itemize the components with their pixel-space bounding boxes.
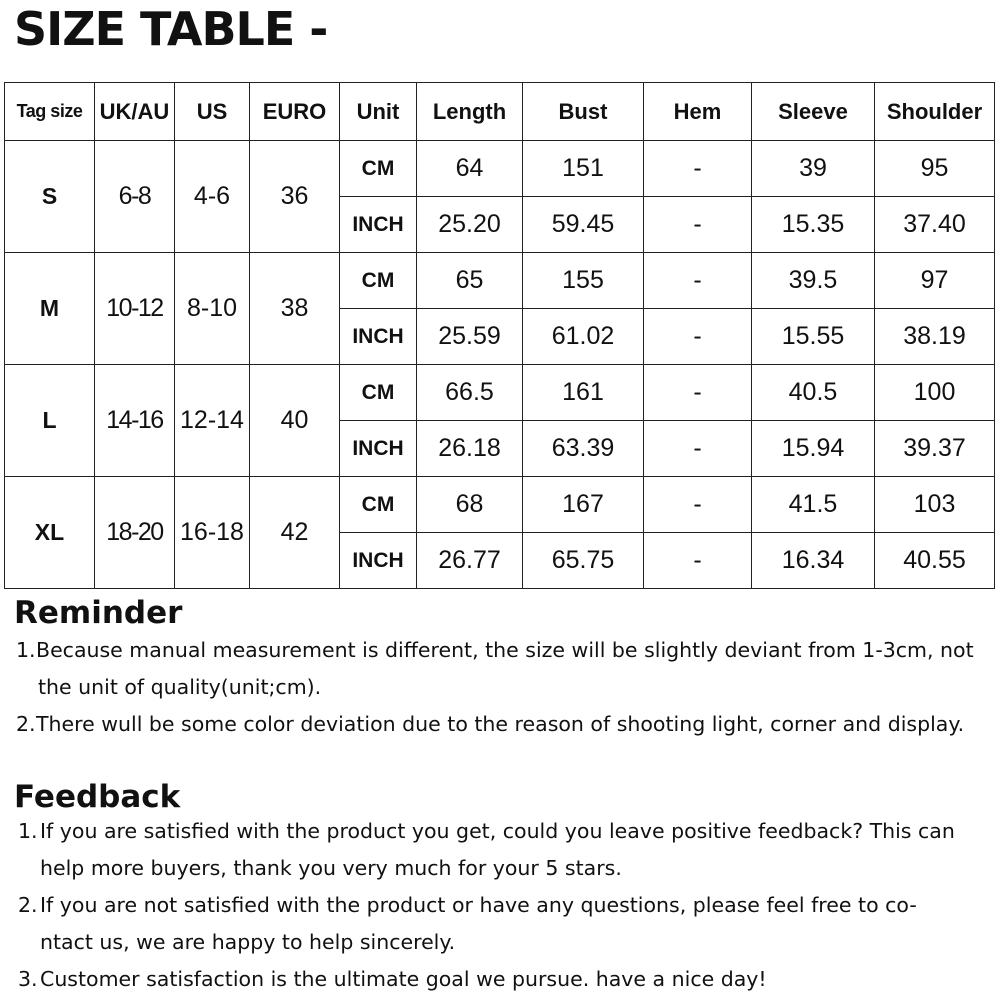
sleeve-cell: 39.5 [752, 253, 875, 309]
feedback-list [0, 813, 965, 998]
list-item-text: There wull be some color deviation due to the reason of shooting light, corner and display. [36, 712, 965, 736]
list-item [0, 961, 965, 998]
hem-cell: - [644, 309, 752, 365]
shoulder-cell: 39.37 [875, 421, 995, 477]
header-bust: Bust [523, 83, 644, 141]
unit-cell: INCH [340, 197, 417, 253]
length-cell: 26.77 [417, 533, 523, 589]
shoulder-cell: 100 [875, 365, 995, 421]
list-item-text: Because manual measurement is different, the size will be slightly deviant from 1-3cm, not the unit of quality(unit;cm). [36, 638, 974, 699]
table-row [5, 141, 995, 197]
header-hem: Hem [644, 83, 752, 141]
hem-cell: - [644, 197, 752, 253]
us-cell: 16-18 [175, 477, 250, 589]
unit-cell: CM [340, 141, 417, 197]
bust-cell: 65.75 [523, 533, 644, 589]
table-row [5, 477, 995, 533]
sleeve-cell: 15.55 [752, 309, 875, 365]
list-item-number: 3. [18, 967, 38, 991]
bust-cell: 63.39 [523, 421, 644, 477]
list-item-number: 1. [18, 819, 38, 843]
unit-cell: CM [340, 477, 417, 533]
list-item-text: If you are satisfied with the product you get, could you leave positive feedback? This can help more buyers, thank you very much for your 5 stars. [40, 819, 955, 880]
sleeve-cell: 40.5 [752, 365, 875, 421]
sleeve-cell: 15.94 [752, 421, 875, 477]
length-cell: 65 [417, 253, 523, 309]
list-item-number: 1. [16, 638, 36, 662]
page-title: SIZE TABLE - [14, 2, 328, 56]
reminder-heading: Reminder [14, 595, 183, 631]
shoulder-cell: 97 [875, 253, 995, 309]
length-cell: 25.59 [417, 309, 523, 365]
list-item-number: 2. [18, 893, 38, 917]
header-us: US [175, 83, 250, 141]
euro-cell: 38 [250, 253, 340, 365]
list-item [0, 706, 992, 743]
list-item [0, 887, 965, 961]
us-cell: 12-14 [175, 365, 250, 477]
feedback-heading: Feedback [14, 779, 181, 815]
unit-cell: INCH [340, 421, 417, 477]
header-unit: Unit [340, 83, 417, 141]
tag-size-cell: S [5, 141, 95, 253]
tag-size-cell: XL [5, 477, 95, 589]
length-cell: 64 [417, 141, 523, 197]
euro-cell: 36 [250, 141, 340, 253]
list-item-text: If you are not satisfied with the product or have any questions, please feel free to co-ntact us, we are happy to help sincerely. [40, 893, 917, 954]
tag-size-cell: L [5, 365, 95, 477]
hem-cell: - [644, 421, 752, 477]
uk-au-cell: 14-16 [95, 365, 175, 477]
hem-cell: - [644, 477, 752, 533]
bust-cell: 151 [523, 141, 644, 197]
sleeve-cell: 41.5 [752, 477, 875, 533]
unit-cell: CM [340, 253, 417, 309]
sleeve-cell: 15.35 [752, 197, 875, 253]
euro-cell: 42 [250, 477, 340, 589]
list-item [0, 813, 965, 887]
table-row [5, 365, 995, 421]
uk-au-cell: 10-12 [95, 253, 175, 365]
length-cell: 68 [417, 477, 523, 533]
list-item-text: Customer satisfaction is the ultimate goal we pursue. have a nice day! [40, 967, 767, 991]
header-tag-size: Tag size [5, 83, 95, 141]
table-row [5, 253, 995, 309]
header-euro: EURO [250, 83, 340, 141]
shoulder-cell: 40.55 [875, 533, 995, 589]
length-cell: 25.20 [417, 197, 523, 253]
header-uk-au: UK/AU [95, 83, 175, 141]
bust-cell: 161 [523, 365, 644, 421]
shoulder-cell: 38.19 [875, 309, 995, 365]
bust-cell: 155 [523, 253, 644, 309]
hem-cell: - [644, 141, 752, 197]
bust-cell: 59.45 [523, 197, 644, 253]
reminder-list [0, 632, 992, 743]
length-cell: 66.5 [417, 365, 523, 421]
shoulder-cell: 95 [875, 141, 995, 197]
hem-cell: - [644, 365, 752, 421]
euro-cell: 40 [250, 365, 340, 477]
table-header-row [5, 83, 995, 141]
bust-cell: 61.02 [523, 309, 644, 365]
unit-cell: INCH [340, 533, 417, 589]
shoulder-cell: 103 [875, 477, 995, 533]
sleeve-cell: 39 [752, 141, 875, 197]
length-cell: 26.18 [417, 421, 523, 477]
unit-cell: INCH [340, 309, 417, 365]
hem-cell: - [644, 253, 752, 309]
uk-au-cell: 18-20 [95, 477, 175, 589]
list-item-number: 2. [16, 712, 36, 736]
uk-au-cell: 6-8 [95, 141, 175, 253]
header-length: Length [417, 83, 523, 141]
tag-size-cell: M [5, 253, 95, 365]
us-cell: 4-6 [175, 141, 250, 253]
us-cell: 8-10 [175, 253, 250, 365]
size-table [4, 82, 995, 589]
hem-cell: - [644, 533, 752, 589]
unit-cell: CM [340, 365, 417, 421]
shoulder-cell: 37.40 [875, 197, 995, 253]
list-item [0, 632, 992, 706]
header-shoulder: Shoulder [875, 83, 995, 141]
header-sleeve: Sleeve [752, 83, 875, 141]
sleeve-cell: 16.34 [752, 533, 875, 589]
bust-cell: 167 [523, 477, 644, 533]
